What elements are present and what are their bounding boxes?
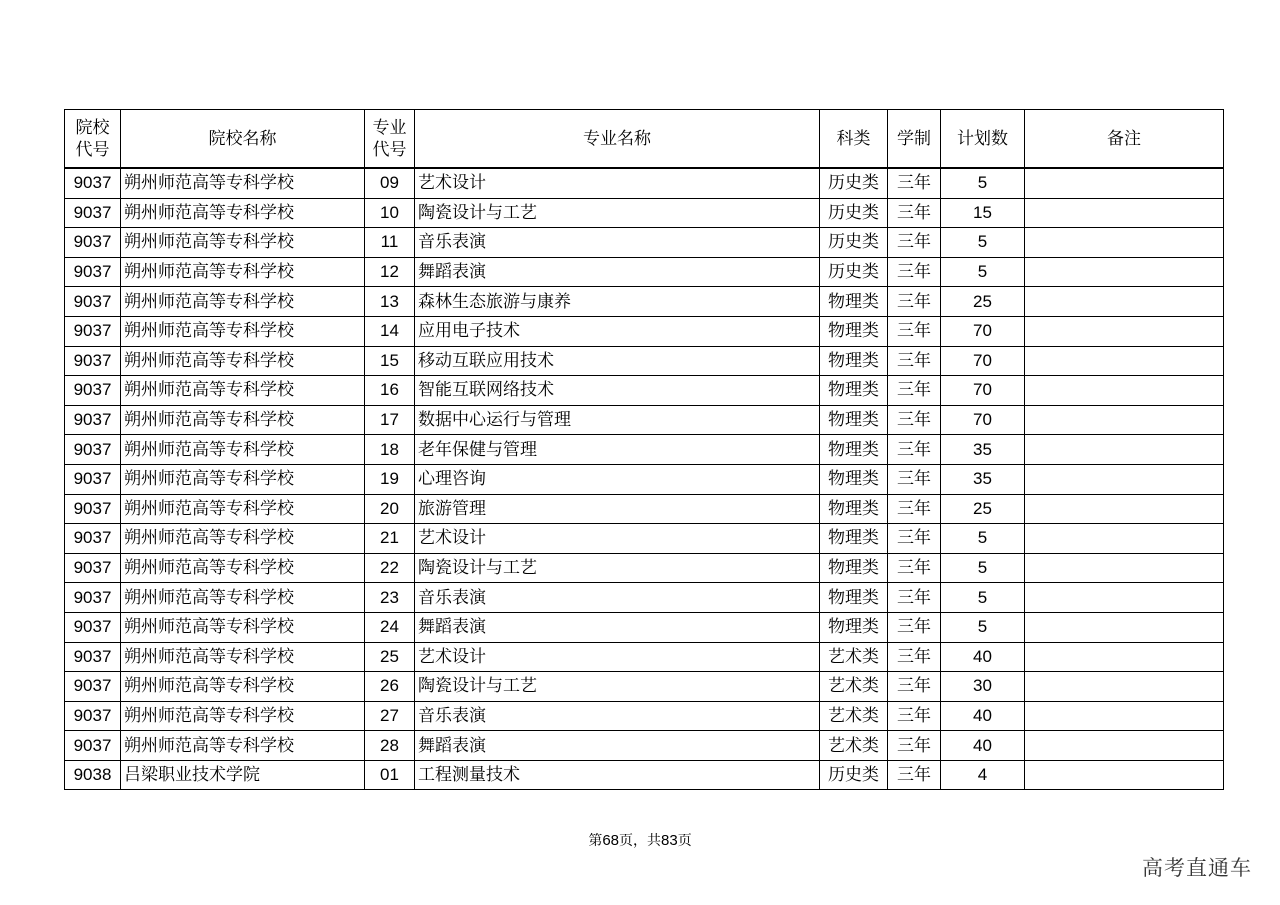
cell-category: 物理类 xyxy=(820,405,888,435)
cell-major-name: 艺术设计 xyxy=(415,642,820,672)
cell-major-name: 陶瓷设计与工艺 xyxy=(415,198,820,228)
header-major-code-line1: 专业 xyxy=(372,117,407,138)
table-row xyxy=(65,612,1224,642)
cell-school-code: 9037 xyxy=(65,731,121,761)
cell-major-name: 森林生态旅游与康养 xyxy=(415,287,820,317)
cell-category: 历史类 xyxy=(820,760,888,790)
cell-school-name: 朔州师范高等专科学校 xyxy=(121,553,365,583)
cell-category: 物理类 xyxy=(820,524,888,554)
cell-plan-count: 5 xyxy=(941,168,1025,198)
cell-plan-count: 5 xyxy=(941,583,1025,613)
cell-note xyxy=(1025,287,1224,317)
cell-school-code: 9037 xyxy=(65,376,121,406)
cell-note xyxy=(1025,760,1224,790)
cell-plan-count: 5 xyxy=(941,612,1025,642)
cell-major-name: 音乐表演 xyxy=(415,583,820,613)
cell-note xyxy=(1025,405,1224,435)
header-school-code-line2: 代号 xyxy=(75,139,110,160)
cell-duration: 三年 xyxy=(888,464,941,494)
cell-major-code: 10 xyxy=(365,198,415,228)
cell-major-code: 17 xyxy=(365,405,415,435)
cell-major-name: 数据中心运行与管理 xyxy=(415,405,820,435)
cell-school-name: 朔州师范高等专科学校 xyxy=(121,435,365,465)
cell-major-code: 16 xyxy=(365,376,415,406)
cell-major-name: 工程测量技术 xyxy=(415,760,820,790)
cell-duration: 三年 xyxy=(888,731,941,761)
cell-school-name: 朔州师范高等专科学校 xyxy=(121,612,365,642)
table-row xyxy=(65,464,1224,494)
cell-school-code: 9037 xyxy=(65,257,121,287)
cell-category: 历史类 xyxy=(820,198,888,228)
cell-plan-count: 35 xyxy=(941,435,1025,465)
footer-suffix: 页 xyxy=(677,833,692,849)
cell-major-code: 13 xyxy=(365,287,415,317)
cell-major-name: 移动互联应用技术 xyxy=(415,346,820,376)
table-row xyxy=(65,553,1224,583)
header-major-code xyxy=(365,110,415,169)
cell-note xyxy=(1025,701,1224,731)
cell-major-name: 陶瓷设计与工艺 xyxy=(415,672,820,702)
cell-major-code: 25 xyxy=(365,642,415,672)
header-row xyxy=(65,110,1224,169)
cell-major-code: 21 xyxy=(365,524,415,554)
table-row xyxy=(65,760,1224,790)
cell-note xyxy=(1025,524,1224,554)
cell-major-code: 15 xyxy=(365,346,415,376)
cell-school-code: 9037 xyxy=(65,287,121,317)
cell-duration: 三年 xyxy=(888,316,941,346)
cell-plan-count: 70 xyxy=(941,346,1025,376)
cell-school-name: 朔州师范高等专科学校 xyxy=(121,316,365,346)
total-page-number: 83 xyxy=(661,832,678,849)
cell-note xyxy=(1025,316,1224,346)
cell-category: 物理类 xyxy=(820,435,888,465)
table-row xyxy=(65,346,1224,376)
header-duration: 学制 xyxy=(888,110,941,169)
cell-school-code: 9037 xyxy=(65,494,121,524)
cell-note xyxy=(1025,198,1224,228)
cell-major-code: 26 xyxy=(365,672,415,702)
cell-major-name: 陶瓷设计与工艺 xyxy=(415,553,820,583)
watermark-text: 高考直通车 xyxy=(1142,856,1252,880)
current-page-number: 68 xyxy=(602,832,619,849)
cell-plan-count: 35 xyxy=(941,464,1025,494)
table-row xyxy=(65,287,1224,317)
cell-duration: 三年 xyxy=(888,524,941,554)
cell-category: 历史类 xyxy=(820,228,888,258)
cell-category: 艺术类 xyxy=(820,672,888,702)
cell-school-name: 朔州师范高等专科学校 xyxy=(121,287,365,317)
cell-school-name: 朔州师范高等专科学校 xyxy=(121,672,365,702)
cell-major-name: 旅游管理 xyxy=(415,494,820,524)
cell-duration: 三年 xyxy=(888,701,941,731)
cell-major-code: 22 xyxy=(365,553,415,583)
cell-major-code: 28 xyxy=(365,731,415,761)
cell-major-code: 12 xyxy=(365,257,415,287)
cell-major-name: 舞蹈表演 xyxy=(415,731,820,761)
cell-major-name: 舞蹈表演 xyxy=(415,612,820,642)
table-body xyxy=(65,168,1224,790)
header-note: 备注 xyxy=(1025,110,1224,169)
cell-school-code: 9038 xyxy=(65,760,121,790)
cell-note xyxy=(1025,494,1224,524)
cell-note xyxy=(1025,435,1224,465)
cell-school-code: 9037 xyxy=(65,316,121,346)
cell-plan-count: 4 xyxy=(941,760,1025,790)
cell-school-name: 朔州师范高等专科学校 xyxy=(121,257,365,287)
cell-school-name: 朔州师范高等专科学校 xyxy=(121,583,365,613)
cell-plan-count: 40 xyxy=(941,701,1025,731)
cell-duration: 三年 xyxy=(888,553,941,583)
footer-middle: 页，共 xyxy=(619,833,661,849)
cell-school-name: 朔州师范高等专科学校 xyxy=(121,731,365,761)
cell-major-code: 20 xyxy=(365,494,415,524)
cell-major-code: 24 xyxy=(365,612,415,642)
table-row xyxy=(65,642,1224,672)
cell-note xyxy=(1025,168,1224,198)
cell-duration: 三年 xyxy=(888,494,941,524)
cell-category: 物理类 xyxy=(820,612,888,642)
table-row xyxy=(65,257,1224,287)
cell-note xyxy=(1025,672,1224,702)
cell-major-code: 11 xyxy=(365,228,415,258)
cell-duration: 三年 xyxy=(888,198,941,228)
table-row xyxy=(65,198,1224,228)
cell-major-code: 23 xyxy=(365,583,415,613)
cell-category: 艺术类 xyxy=(820,642,888,672)
cell-school-name: 朔州师范高等专科学校 xyxy=(121,376,365,406)
cell-note xyxy=(1025,583,1224,613)
header-school-code-line1: 院校 xyxy=(75,117,110,138)
cell-plan-count: 5 xyxy=(941,228,1025,258)
cell-major-name: 舞蹈表演 xyxy=(415,257,820,287)
cell-note xyxy=(1025,376,1224,406)
cell-category: 历史类 xyxy=(820,257,888,287)
cell-school-code: 9037 xyxy=(65,168,121,198)
cell-duration: 三年 xyxy=(888,435,941,465)
cell-category: 物理类 xyxy=(820,287,888,317)
cell-duration: 三年 xyxy=(888,346,941,376)
cell-school-code: 9037 xyxy=(65,612,121,642)
footer-prefix: 第 xyxy=(588,833,603,849)
cell-duration: 三年 xyxy=(888,612,941,642)
cell-note xyxy=(1025,346,1224,376)
cell-note xyxy=(1025,553,1224,583)
header-major-code-line2: 代号 xyxy=(372,139,407,160)
cell-major-name: 音乐表演 xyxy=(415,228,820,258)
cell-major-code: 19 xyxy=(365,464,415,494)
table-row xyxy=(65,168,1224,198)
table-row xyxy=(65,672,1224,702)
cell-school-code: 9037 xyxy=(65,524,121,554)
cell-duration: 三年 xyxy=(888,642,941,672)
cell-school-name: 朔州师范高等专科学校 xyxy=(121,642,365,672)
cell-category: 物理类 xyxy=(820,553,888,583)
table-row xyxy=(65,731,1224,761)
cell-school-code: 9037 xyxy=(65,553,121,583)
cell-duration: 三年 xyxy=(888,287,941,317)
cell-school-code: 9037 xyxy=(65,405,121,435)
table-row xyxy=(65,435,1224,465)
cell-category: 物理类 xyxy=(820,316,888,346)
cell-duration: 三年 xyxy=(888,405,941,435)
enrollment-plan-table xyxy=(64,109,1224,790)
cell-category: 物理类 xyxy=(820,494,888,524)
cell-major-name: 音乐表演 xyxy=(415,701,820,731)
header-school-code xyxy=(65,110,121,169)
cell-school-name: 朔州师范高等专科学校 xyxy=(121,524,365,554)
cell-school-code: 9037 xyxy=(65,346,121,376)
cell-school-code: 9037 xyxy=(65,198,121,228)
cell-plan-count: 40 xyxy=(941,731,1025,761)
cell-category: 历史类 xyxy=(820,168,888,198)
cell-plan-count: 70 xyxy=(941,316,1025,346)
cell-category: 物理类 xyxy=(820,464,888,494)
cell-school-name: 朔州师范高等专科学校 xyxy=(121,346,365,376)
header-plan: 计划数 xyxy=(941,110,1025,169)
cell-school-code: 9037 xyxy=(65,701,121,731)
cell-major-name: 艺术设计 xyxy=(415,524,820,554)
cell-major-name: 心理咨询 xyxy=(415,464,820,494)
cell-duration: 三年 xyxy=(888,257,941,287)
cell-major-code: 01 xyxy=(365,760,415,790)
cell-plan-count: 40 xyxy=(941,642,1025,672)
cell-plan-count: 70 xyxy=(941,405,1025,435)
cell-school-name: 朔州师范高等专科学校 xyxy=(121,168,365,198)
cell-plan-count: 30 xyxy=(941,672,1025,702)
table-row xyxy=(65,524,1224,554)
cell-category: 艺术类 xyxy=(820,731,888,761)
cell-duration: 三年 xyxy=(888,760,941,790)
cell-plan-count: 15 xyxy=(941,198,1025,228)
cell-duration: 三年 xyxy=(888,168,941,198)
cell-duration: 三年 xyxy=(888,376,941,406)
cell-school-code: 9037 xyxy=(65,672,121,702)
table-row xyxy=(65,405,1224,435)
cell-school-name: 朔州师范高等专科学校 xyxy=(121,405,365,435)
cell-major-code: 14 xyxy=(365,316,415,346)
cell-major-code: 18 xyxy=(365,435,415,465)
header-school-name: 院校名称 xyxy=(121,110,365,169)
cell-note xyxy=(1025,612,1224,642)
cell-major-code: 09 xyxy=(365,168,415,198)
cell-note xyxy=(1025,228,1224,258)
cell-duration: 三年 xyxy=(888,228,941,258)
cell-school-code: 9037 xyxy=(65,435,121,465)
cell-plan-count: 5 xyxy=(941,524,1025,554)
cell-note xyxy=(1025,257,1224,287)
cell-note xyxy=(1025,731,1224,761)
header-category: 科类 xyxy=(820,110,888,169)
cell-school-name: 朔州师范高等专科学校 xyxy=(121,464,365,494)
cell-major-code: 27 xyxy=(365,701,415,731)
page-footer xyxy=(0,830,1280,850)
cell-plan-count: 70 xyxy=(941,376,1025,406)
cell-major-name: 老年保健与管理 xyxy=(415,435,820,465)
table-row xyxy=(65,494,1224,524)
table-row xyxy=(65,228,1224,258)
table-row xyxy=(65,583,1224,613)
table-row xyxy=(65,376,1224,406)
cell-note xyxy=(1025,464,1224,494)
cell-note xyxy=(1025,642,1224,672)
cell-category: 物理类 xyxy=(820,346,888,376)
cell-school-code: 9037 xyxy=(65,583,121,613)
enrollment-plan-sheet xyxy=(64,109,1223,790)
cell-school-name: 朔州师范高等专科学校 xyxy=(121,701,365,731)
table-row xyxy=(65,701,1224,731)
cell-major-name: 智能互联网络技术 xyxy=(415,376,820,406)
cell-school-name: 朔州师范高等专科学校 xyxy=(121,228,365,258)
header-major-name: 专业名称 xyxy=(415,110,820,169)
cell-plan-count: 5 xyxy=(941,553,1025,583)
cell-duration: 三年 xyxy=(888,583,941,613)
cell-major-name: 艺术设计 xyxy=(415,168,820,198)
cell-category: 艺术类 xyxy=(820,701,888,731)
table-row xyxy=(65,316,1224,346)
cell-school-name: 吕梁职业技术学院 xyxy=(121,760,365,790)
cell-school-name: 朔州师范高等专科学校 xyxy=(121,494,365,524)
cell-plan-count: 5 xyxy=(941,257,1025,287)
cell-school-code: 9037 xyxy=(65,464,121,494)
cell-plan-count: 25 xyxy=(941,494,1025,524)
cell-major-name: 应用电子技术 xyxy=(415,316,820,346)
cell-duration: 三年 xyxy=(888,672,941,702)
cell-school-name: 朔州师范高等专科学校 xyxy=(121,198,365,228)
cell-school-code: 9037 xyxy=(65,642,121,672)
cell-category: 物理类 xyxy=(820,583,888,613)
cell-plan-count: 25 xyxy=(941,287,1025,317)
cell-school-code: 9037 xyxy=(65,228,121,258)
cell-category: 物理类 xyxy=(820,376,888,406)
